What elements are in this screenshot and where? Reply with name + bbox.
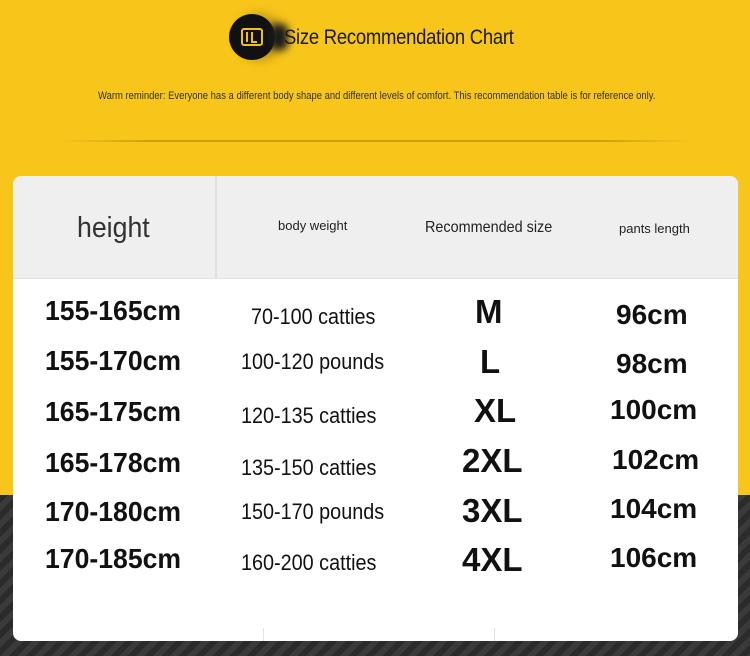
cell-height: 170-185cm (45, 543, 182, 574)
cell-pants: 100cm (610, 394, 698, 425)
cell-weight: 70-100 catties (251, 304, 376, 329)
column-header-pants: pants length (619, 221, 690, 236)
cell-height: 165-175cm (45, 396, 182, 427)
cell-pants: 106cm (610, 542, 698, 573)
column-divider (494, 628, 495, 641)
cell-height: 155-165cm (45, 295, 182, 326)
cell-pants: 96cm (616, 299, 688, 330)
chart-header (0, 0, 750, 170)
column-header-height: height (77, 212, 150, 244)
cell-height: 165-178cm (45, 447, 182, 478)
cell-size: 3XL (462, 492, 523, 529)
column-header-weight: body weight (278, 218, 348, 233)
header-separator (215, 176, 217, 278)
cell-pants: 98cm (616, 348, 688, 379)
cell-weight: 160-200 catties (241, 550, 377, 575)
cell-height: 170-180cm (45, 496, 182, 527)
table-header (13, 176, 738, 279)
column-header-size: Recommended size (425, 219, 553, 236)
cell-weight: 100-120 pounds (241, 349, 385, 374)
cell-size: L (480, 343, 501, 380)
cell-pants: 102cm (612, 444, 700, 475)
reminder-text: Warm reminder: Everyone has a different body shape and different levels of comfort. This recommendation table is for reference only. (98, 90, 656, 102)
brand-logo-icon (229, 14, 275, 60)
page-title: Size Recommendation Chart (284, 26, 514, 49)
column-divider (263, 628, 264, 641)
cell-size: M (475, 293, 503, 330)
cell-pants: 104cm (610, 493, 698, 524)
cell-size: XL (474, 392, 517, 429)
cell-weight: 135-150 catties (241, 455, 377, 480)
header-divider (58, 140, 692, 142)
cell-weight: 120-135 catties (241, 403, 377, 428)
cell-size: 2XL (462, 442, 523, 479)
size-table (13, 176, 738, 641)
cell-weight: 150-170 pounds (241, 499, 385, 524)
cell-height: 155-170cm (45, 345, 182, 376)
cell-size: 4XL (462, 541, 523, 578)
